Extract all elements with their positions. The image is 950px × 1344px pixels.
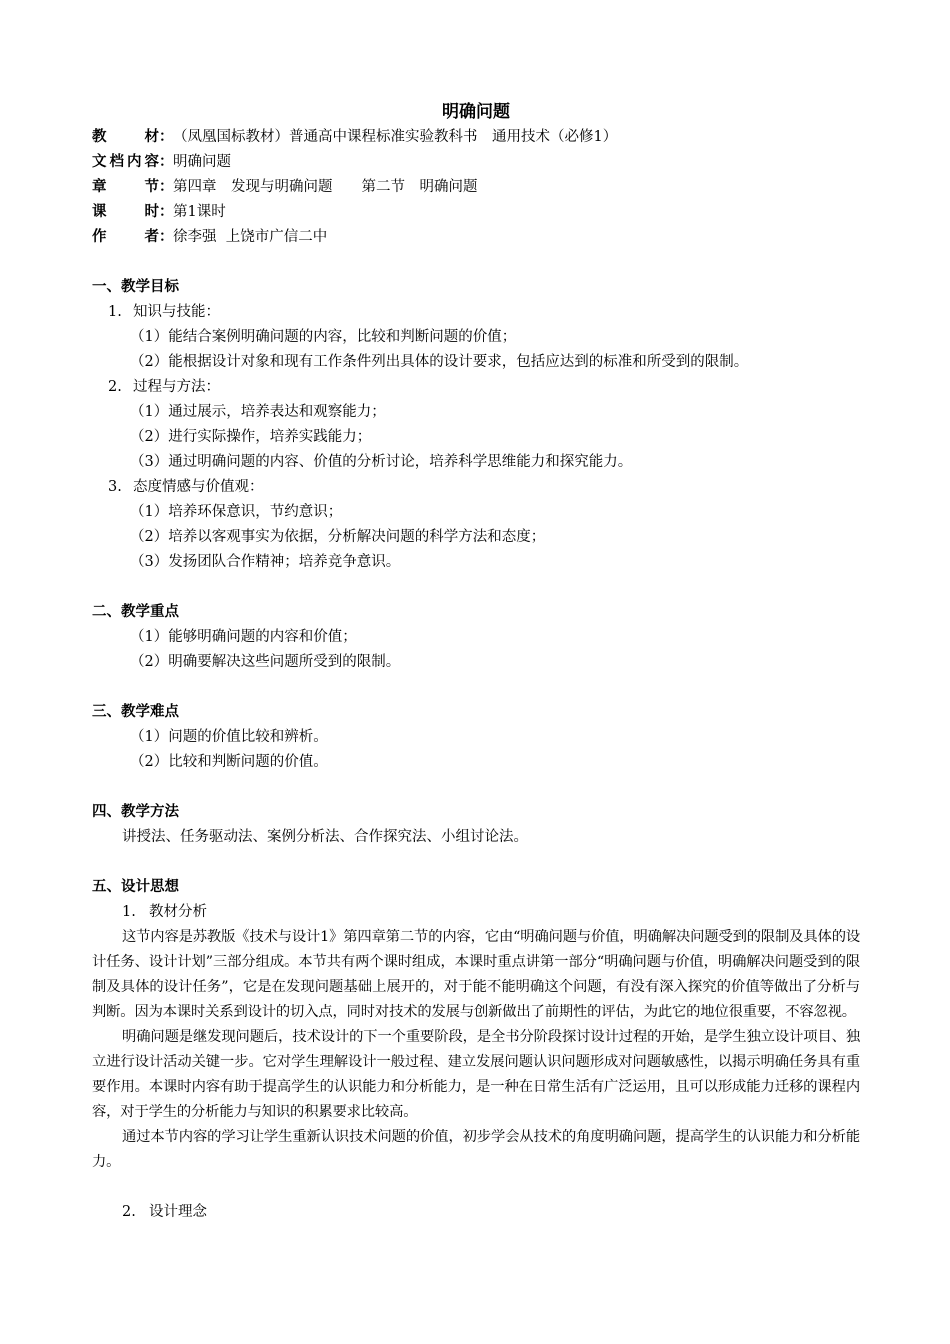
methods-text: 讲授法、任务驱动法、案例分析法、合作探究法、小组讨论法。 — [122, 829, 528, 845]
section-heading-goals: 一、教学目标 — [92, 279, 179, 295]
document-page — [92, 100, 860, 1225]
section-heading-key-points: 二、教学重点 — [92, 604, 179, 620]
subheading-material-analysis: 1. 教材分析 — [122, 904, 207, 920]
list-item: （1）通过展示，培养表达和观察能力； — [130, 404, 386, 420]
document-title: 明确问题 — [442, 102, 510, 122]
paragraph: 明确问题是继发现问题后，技术设计的下一个重要阶段，是全书分阶段探讨设计过程的开始，是学生独立设计项目、独立进行设计活动关键一步。它对学生理解设计一般过程、建立发展问题认识问题形成对问题敏感性，以揭示明确任务具有重要作用。本课时内容有助于提高学生的认识能力和分析能力，是一种在日常生活有广泛运用，且可以形成能力迁移的课程内容，对于学生的分析能力与知识的积累要求比较高。 — [92, 1029, 860, 1120]
meta-key-textbook: 教 材 — [92, 129, 159, 145]
meta-row-textbook: 教 材 ： （凤凰国标教材）普通高中课程标准实验教科书 通用技术（必修1） — [92, 125, 860, 150]
meta-value-author: 徐李强 上饶市广信二中 — [173, 229, 328, 245]
list-item: （2）培养以客观事实为依据，分析解决问题的科学方法和态度； — [130, 529, 546, 545]
meta-key-period: 课 时 — [92, 204, 159, 220]
goal-group-process: 2. 过程与方法： — [108, 379, 220, 395]
list-item: （2）比较和判断问题的价值。 — [130, 754, 328, 770]
meta-key-author: 作 者 — [92, 229, 159, 245]
meta-key-chapter: 章 节 — [92, 179, 159, 195]
goal-group-attitude: 3. 态度情感与价值观： — [108, 479, 264, 495]
list-item: （2）能根据设计对象和现有工作条件列出具体的设计要求，包括应达到的标准和所受到的限制。 — [130, 354, 749, 370]
list-item: （2）明确要解决这些问题所受到的限制。 — [130, 654, 401, 670]
section-heading-methods: 四、教学方法 — [92, 804, 179, 820]
paragraph: 这节内容是苏教版《技术与设计1》第四章第二节的内容，它由“明确问题与价值，明确解决问题受到的限制及具体的设计任务、设计计划”三部分组成。本节共有两个课时组成，本课时重点讲第一部分“明确问题与价值，明确解决问题受到的限制及具体的设计任务”，它是在发现问题基础上展开的，对于能不能明确这个问题，有没有深入探究的价值等做出了分析与判断。因为本课时关系到设计的切入点，同时对技术的发展与创新做出了前期性的评估，为此它的地位很重要，不容忽视。 — [92, 929, 860, 1020]
goal-group-knowledge: 1. 知识与技能： — [108, 304, 220, 320]
list-item: （3）通过明确问题的内容、价值的分析讨论，培养科学思维能力和探究能力。 — [130, 454, 633, 470]
section-heading-design: 五、设计思想 — [92, 879, 179, 895]
meta-key-content: 文 档 内 容 — [92, 154, 159, 170]
list-item: （2）进行实际操作，培养实践能力； — [130, 429, 372, 445]
paragraph: 通过本节内容的学习让学生重新认识技术问题的价值，初步学会从技术的角度明确问题，提高学生的认识能力和分析能力。 — [92, 1129, 860, 1170]
meta-row-content: 文 档 内 容 ： 明确问题 — [92, 150, 860, 175]
section-heading-difficulties: 三、教学难点 — [92, 704, 179, 720]
list-item: （1）培养环保意识，节约意识； — [130, 504, 343, 520]
meta-value-period: 第1课时 — [173, 204, 226, 220]
subheading-design-concept: 2. 设计理念 — [122, 1204, 207, 1220]
meta-value-textbook: （凤凰国标教材）普通高中课程标准实验教科书 通用技术（必修1） — [173, 129, 618, 145]
meta-value-content: 明确问题 — [173, 154, 231, 170]
list-item: （1）能够明确问题的内容和价值； — [130, 629, 357, 645]
list-item: （1）问题的价值比较和辨析。 — [130, 729, 328, 745]
meta-value-chapter: 第四章 发现与明确问题 第二节 明确问题 — [173, 179, 478, 195]
list-item: （3）发扬团队合作精神；培养竞争意识。 — [130, 554, 401, 570]
meta-row-chapter: 章 节 ： 第四章 发现与明确问题 第二节 明确问题 — [92, 175, 860, 200]
meta-row-author: 作 者 ： 徐李强 上饶市广信二中 — [92, 225, 860, 250]
list-item: （1）能结合案例明确问题的内容，比较和判断问题的价值； — [130, 329, 517, 345]
meta-row-period: 课 时 ： 第1课时 — [92, 200, 860, 225]
